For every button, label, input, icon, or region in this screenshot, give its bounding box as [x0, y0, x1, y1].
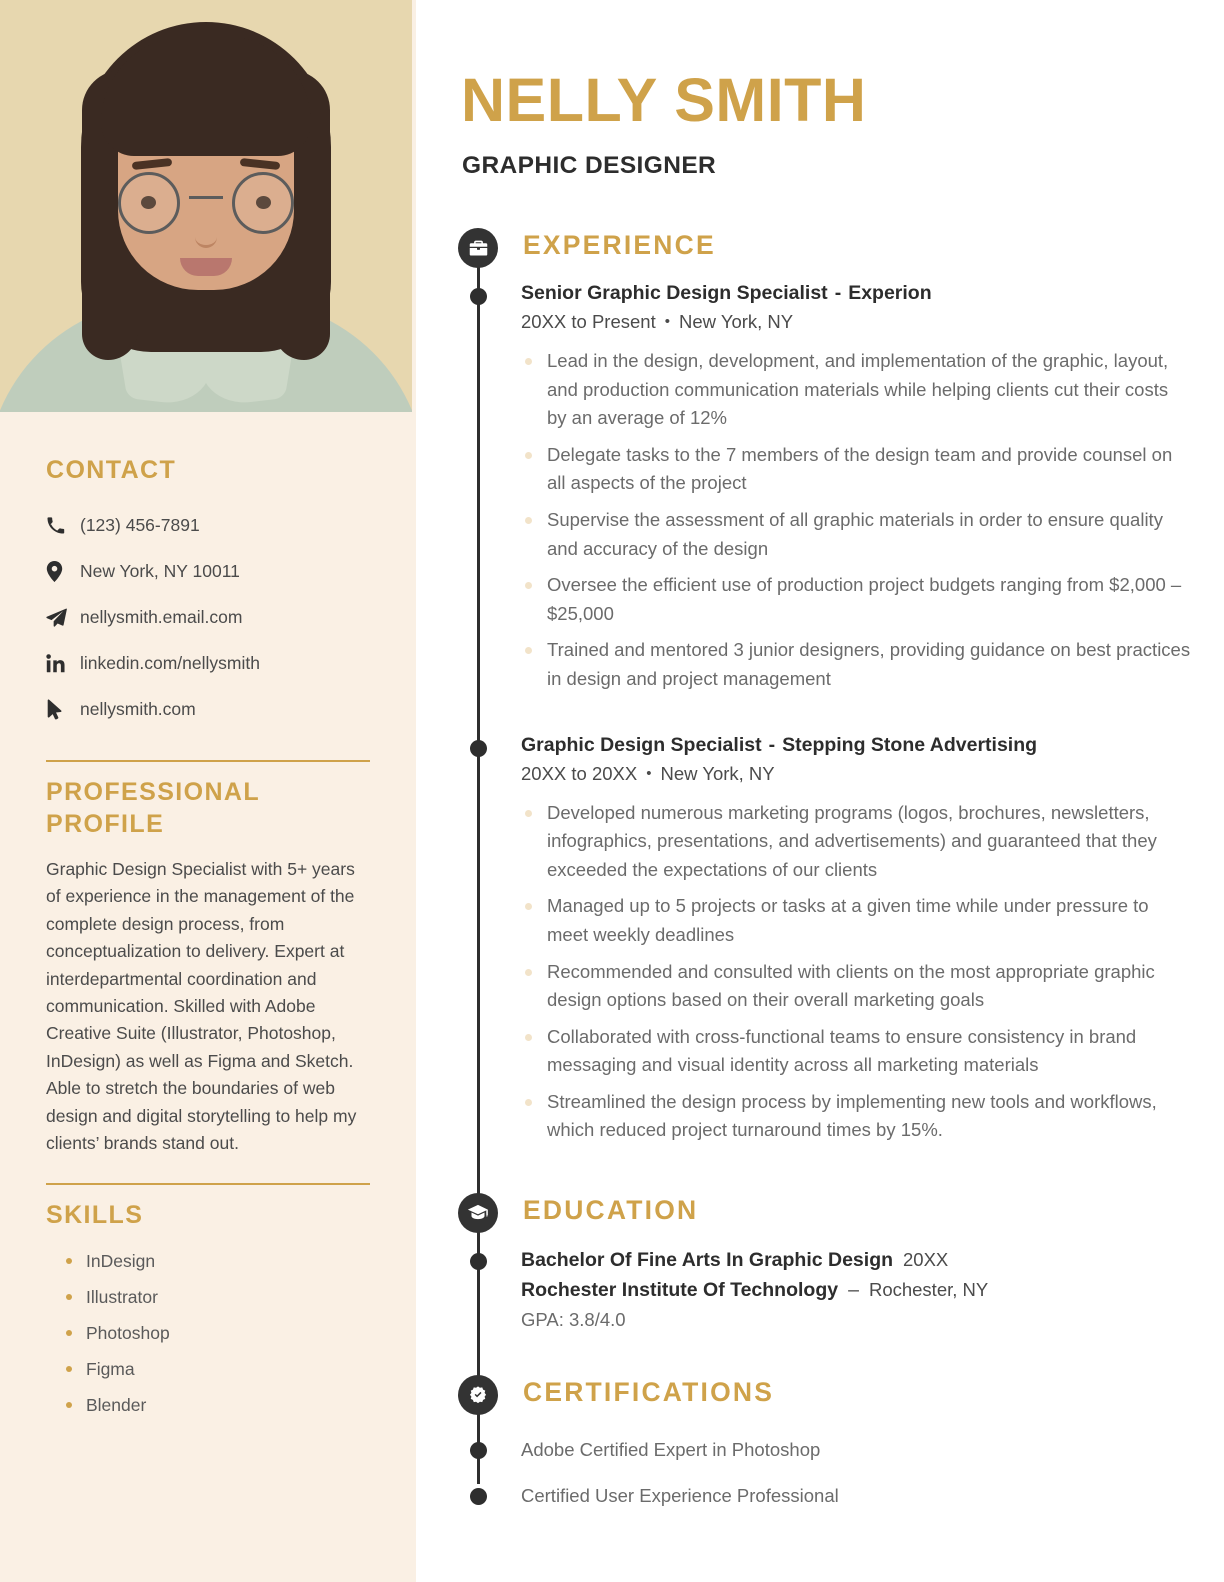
skill-item: Photoshop — [46, 1315, 370, 1351]
timeline-dot — [470, 740, 487, 757]
skills-heading: SKILLS — [46, 1201, 144, 1230]
skills-list — [46, 1243, 370, 1423]
skill-item: InDesign — [46, 1243, 370, 1279]
job-bullet: Lead in the design, development, and implementation of the graphic, layout, and production communication materials while helping clients cut their costs by an average of 12% — [521, 347, 1192, 433]
job-bullet: Trained and mentored 3 junior designers, providing guidance on best practices in design and project management — [521, 636, 1192, 693]
certifications-section-header — [416, 1375, 1224, 1427]
profile-photo — [0, 0, 412, 412]
experience-entry — [416, 732, 1224, 1146]
certification-text: Certified User Experience Professional — [521, 1485, 839, 1507]
phone-icon — [46, 516, 76, 535]
job-meta-line — [521, 759, 1192, 789]
job-location: New York, NY — [679, 311, 794, 332]
contact-website-text: nellysmith.com — [80, 699, 196, 719]
job-company: Stepping Stone Advertising — [782, 733, 1038, 756]
education-school-line — [521, 1275, 1192, 1305]
job-bullet-list — [521, 799, 1192, 1146]
education-section-header — [416, 1193, 1224, 1245]
job-bullet: Managed up to 5 projects or tasks at a given time while under pressure to meet weekly deadlines — [521, 892, 1192, 949]
divider-skills — [46, 1183, 370, 1185]
job-bullet: Collaborated with cross-functional teams to ensure consistency in brand messaging and visual identity across all marketing materials — [521, 1023, 1192, 1080]
graduation-cap-icon — [458, 1193, 498, 1233]
timeline-dot — [470, 1253, 487, 1270]
contact-heading: CONTACT — [46, 456, 177, 484]
education-degree: Bachelor Of Fine Arts In Graphic Design — [521, 1249, 894, 1272]
portrait-illustration — [0, 0, 412, 412]
education-entry — [416, 1245, 1224, 1335]
divider-profile — [46, 760, 370, 762]
job-title: Graphic Design Specialist — [521, 733, 762, 756]
job-bullet: Oversee the efficient use of production project budgets ranging from $2,000 – $25,000 — [521, 571, 1192, 628]
contact-item-linkedin[interactable] — [46, 640, 370, 686]
certificate-badge-icon — [458, 1375, 498, 1415]
profile-heading: PROFESSIONAL PROFILE — [46, 778, 260, 838]
contact-item-phone[interactable] — [46, 502, 370, 548]
timeline-dot — [470, 1442, 487, 1459]
contact-email-text: nellysmith.email.com — [80, 607, 243, 627]
contact-item-address[interactable] — [46, 548, 370, 594]
skill-item: Figma — [46, 1351, 370, 1387]
location-pin-icon — [46, 561, 76, 582]
job-dates: 20XX to 20XX — [521, 762, 638, 784]
timeline-dot — [470, 288, 487, 305]
job-company: Experion — [848, 282, 932, 304]
job-bullet: Developed numerous marketing programs (logos, brochures, newsletters, infographics, presentations, and advertisements) and guaranteed that they exceeded the expectations of our clients — [521, 799, 1192, 885]
contact-item-website[interactable] — [46, 686, 370, 732]
certification-item — [416, 1427, 1224, 1473]
contact-list — [46, 502, 370, 732]
certifications-heading: CERTIFICATIONS — [523, 1377, 775, 1408]
profile-text: Graphic Design Specialist with 5+ years of experience in the management of the complete design process, from conceptualization to delivery. Expert at interdepartmental coordination and communication. Skilled with Adobe Creative Suite (Illustrator, Photoshop, InDesign) as well as Figma and Sketch. Able to stretch the boundaries of web design and digital storytelling to help my clients’ brands stand out. — [46, 859, 357, 1154]
main-content — [416, 0, 1224, 1582]
job-bullet-list — [521, 347, 1192, 694]
experience-entry — [416, 280, 1224, 694]
contact-address-text: New York, NY 10011 — [80, 561, 240, 581]
job-bullet: Delegate tasks to the 7 members of the design team and provide counsel on all aspects of the project — [521, 441, 1192, 498]
paper-plane-icon — [46, 608, 76, 627]
job-meta-line — [521, 307, 1192, 337]
education-gpa: GPA: 3.8/4.0 — [521, 1309, 626, 1331]
job-separator: - — [768, 733, 776, 756]
education-separator: – — [848, 1279, 859, 1302]
timeline-dot — [470, 1488, 487, 1505]
job-bullet: Supervise the assessment of all graphic materials in order to ensure quality and accuracy of the design — [521, 506, 1192, 563]
contact-phone-text: (123) 456-7891 — [80, 515, 200, 535]
skill-item: Blender — [46, 1387, 370, 1423]
briefcase-icon — [458, 228, 498, 268]
linkedin-icon — [46, 654, 76, 673]
contact-linkedin-text: linkedin.com/nellysmith — [80, 653, 260, 673]
job-location: New York, NY — [660, 762, 775, 784]
job-title-line — [521, 732, 1192, 758]
education-heading: EDUCATION — [523, 1195, 699, 1226]
experience-section-header — [416, 228, 1224, 280]
cursor-arrow-icon — [46, 699, 76, 720]
job-role-subtitle: GRAPHIC DESIGNER — [462, 152, 717, 179]
certification-item — [416, 1473, 1224, 1519]
job-title: Senior Graphic Design Specialist — [521, 282, 828, 304]
contact-item-email[interactable] — [46, 594, 370, 640]
job-separator: - — [834, 282, 842, 304]
job-bullet: Streamlined the design process by implementing new tools and workflows, which reduced project turnaround times by 15%. — [521, 1088, 1192, 1145]
sidebar — [0, 0, 416, 1582]
skill-item: Illustrator — [46, 1279, 370, 1315]
job-dates: 20XX to Present — [521, 311, 656, 332]
education-year: 20XX — [903, 1249, 949, 1271]
education-degree-line — [521, 1245, 1192, 1275]
certification-text: Adobe Certified Expert in Photoshop — [521, 1439, 821, 1461]
meta-separator: • — [646, 764, 652, 782]
page-title: NELLY SMITH — [461, 66, 867, 134]
experience-heading: EXPERIENCE — [523, 230, 716, 260]
job-title-line — [521, 280, 1192, 306]
education-school: Rochester Institute Of Technology — [521, 1279, 839, 1302]
job-bullet: Recommended and consulted with clients on the most appropriate graphic design options based on their overall marketing goals — [521, 958, 1192, 1015]
meta-separator: • — [664, 313, 670, 330]
education-location: Rochester, NY — [868, 1279, 989, 1301]
